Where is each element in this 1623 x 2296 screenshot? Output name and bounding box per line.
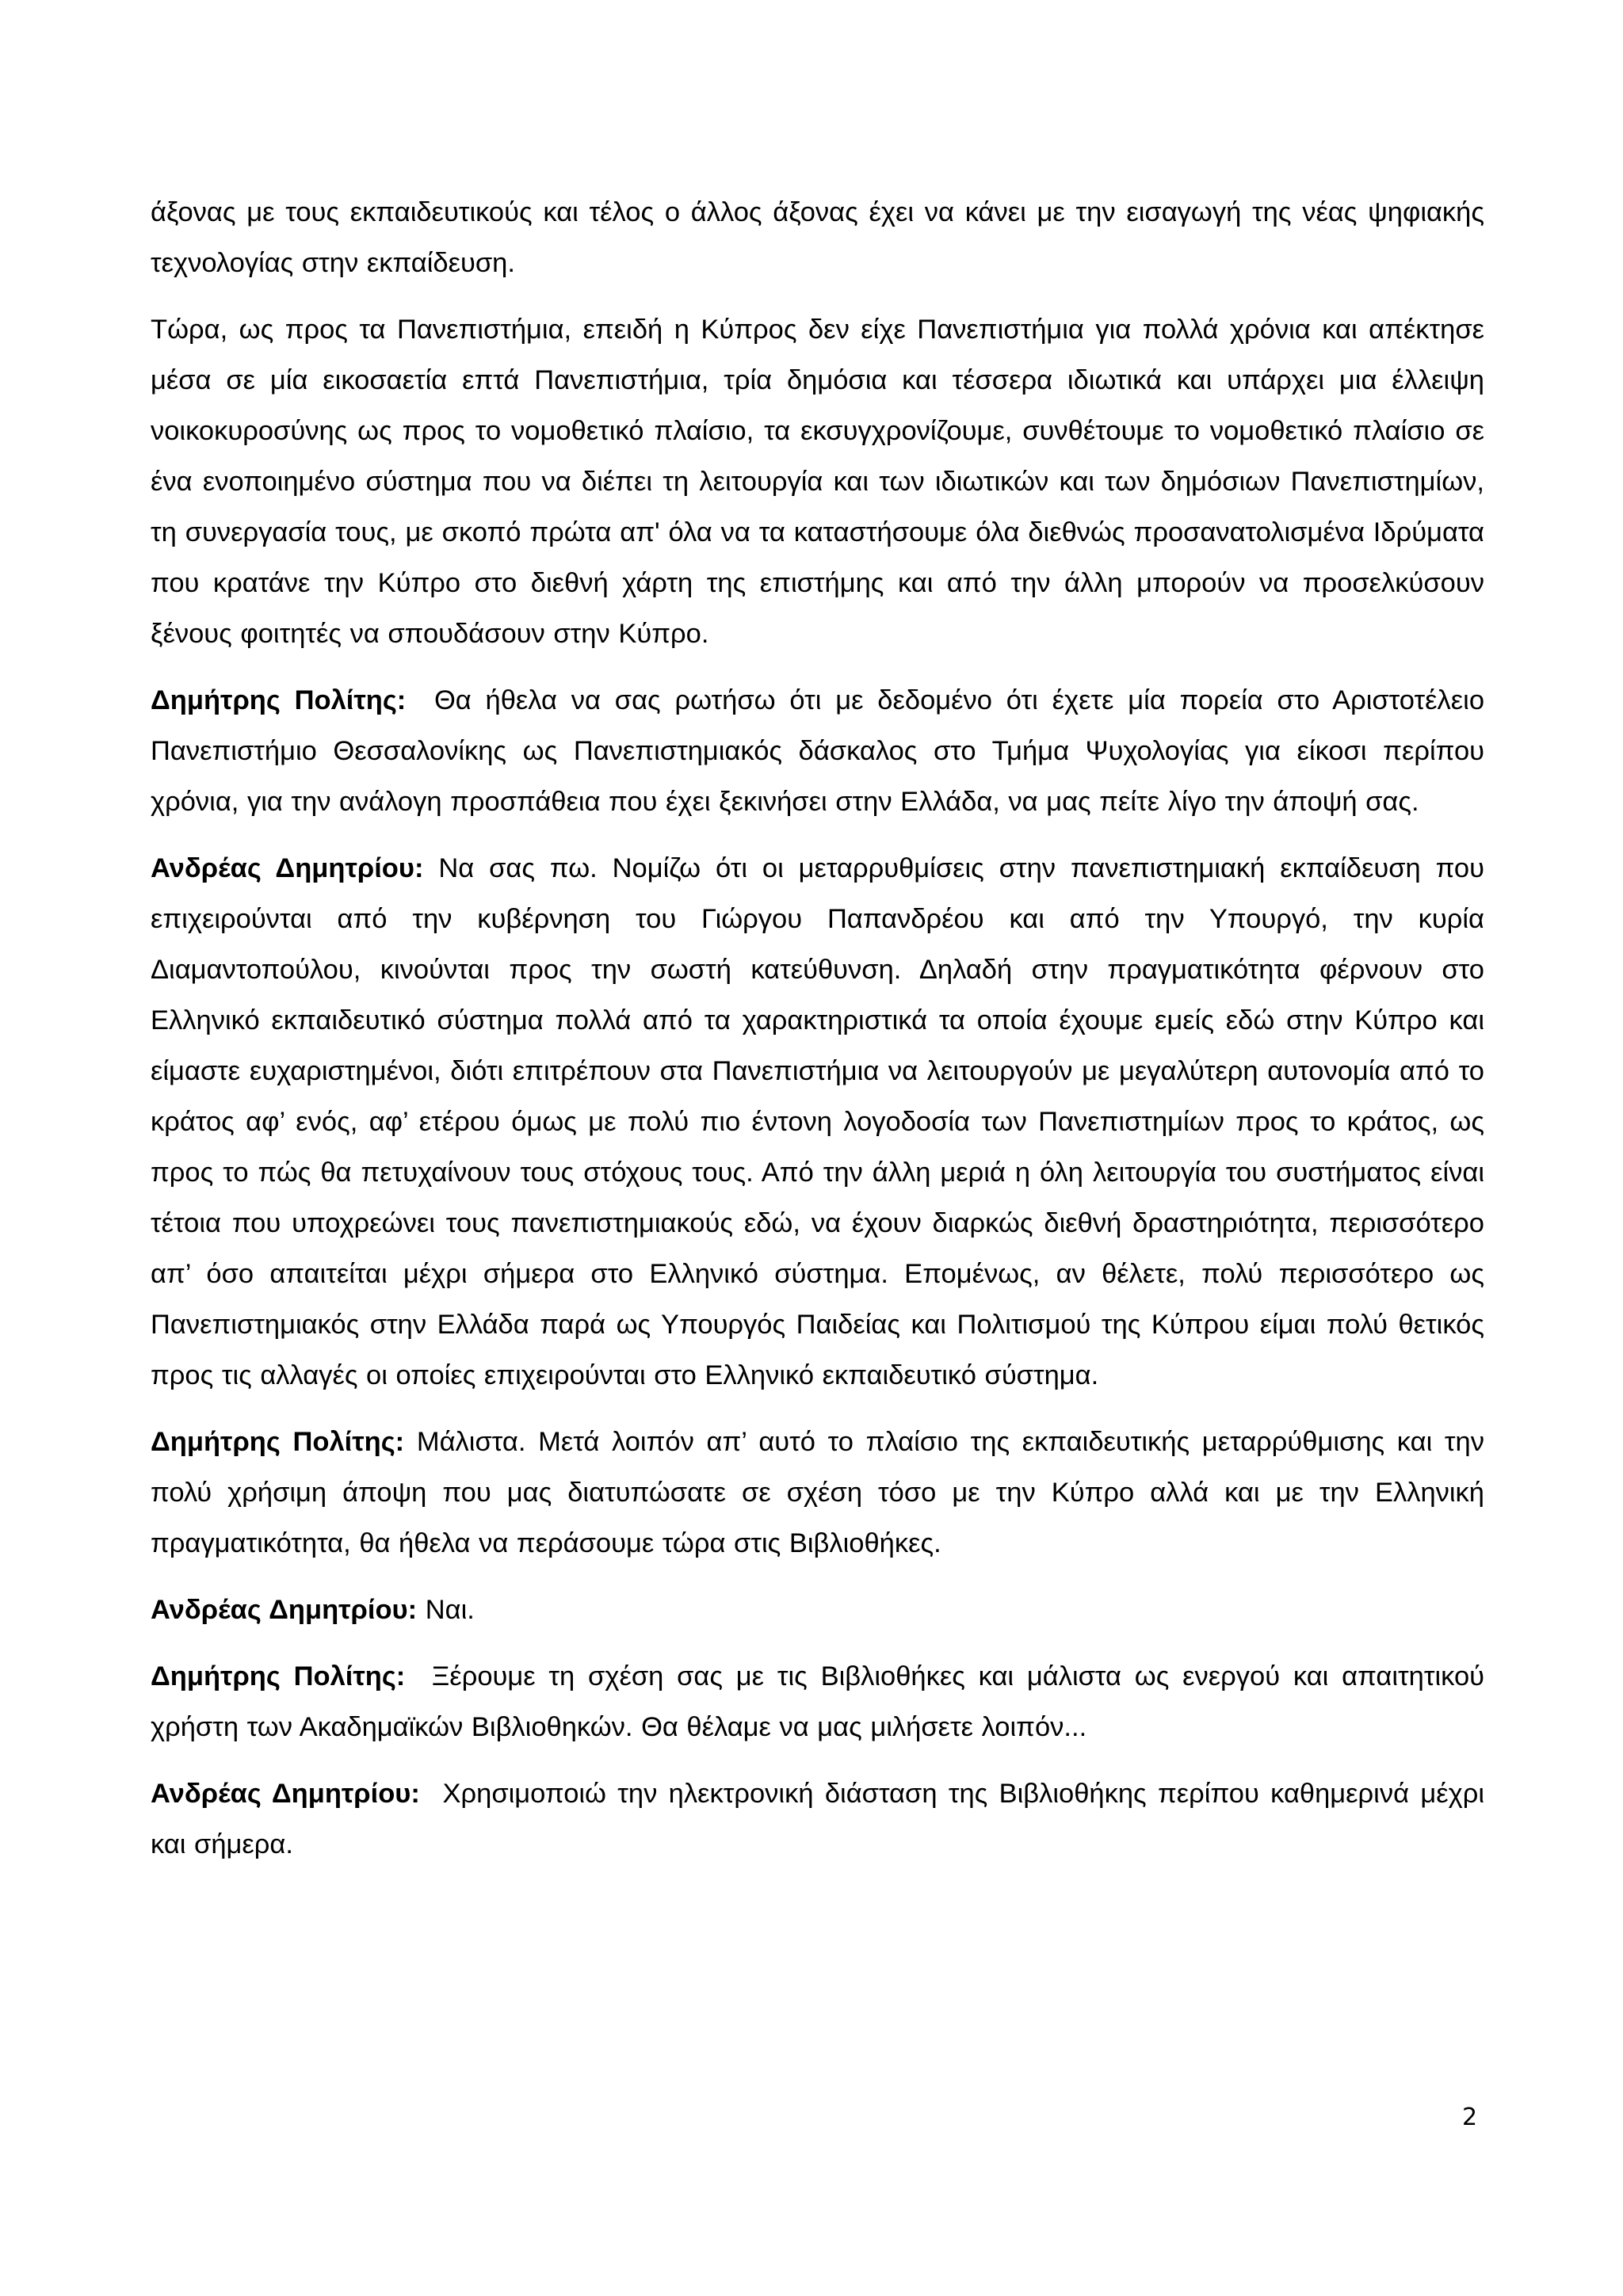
speaker-name: Ανδρέας Δημητρίου:: [151, 1595, 418, 1625]
paragraph: [151, 675, 1484, 827]
paragraph: [151, 304, 1484, 659]
paragraph: [151, 843, 1484, 1401]
paragraph-text: Θα ήθελα να σας ρωτήσω ότι με δεδομένο ότι έχετε μία πορεία στο Αριστοτέλειο Πανεπιστήμιο Θεσσαλονίκης ως Πανεπιστημιακός δάσκαλος στο Τμήμα Ψυχολογίας για είκοσι περίπου χρόνια, για την ανάλογη προσπάθεια που έχει ξεκινήσει στην Ελλάδα, να μας πείτε λίγο την άποψή σας.: [151, 685, 1485, 817]
speaker-name: Ανδρέας Δημητρίου:: [151, 853, 424, 883]
paragraph: [151, 1651, 1484, 1753]
speaker-name: Δημήτρης Πολίτης:: [151, 1661, 406, 1691]
paragraph: [151, 1585, 1484, 1635]
paragraph-text: Τώρα, ως προς τα Πανεπιστήμια, επειδή η Κύπρος δεν είχε Πανεπιστήμια για πολλά χρόνια και απέκτησε μέσα σε μία εικοσαετία επτά Πανεπιστήμια, τρία δημόσια και τέσσερα ιδιωτικά και υπάρχει μια έλλειψη νοικοκυροσύνης ως προς το νομοθετικό πλαίσιο, τα εκσυγχρονίζουμε, συνθέτουμε το νομοθετικό πλαίσιο σε ένα ενοποιημένο σύστημα που να διέπει τη λειτουργία και των ιδιωτικών και των δημόσιων Πανεπιστημίων, τη συνεργασία τους, με σκοπό πρώτα απ' όλα να τα καταστήσουμε όλα διεθνώς προσανατολισμένα Ιδρύματα που κρατάνε την Κύπρο στο διεθνή χάρτη της επιστήμης και από την άλλη μπορούν να προσελκύσουν ξένους φοιτητές να σπουδάσουν στην Κύπρο.: [151, 315, 1484, 649]
paragraph-text: Ναι.: [425, 1595, 475, 1625]
document-page: [151, 187, 1484, 1886]
paragraph: [151, 187, 1484, 288]
paragraph-text: Ξέρουμε τη σχέση σας με τις Βιβλιοθήκες και μάλιστα ως ενεργού και απαιτητικού χρήστη των Ακαδημαϊκών Βιβλιοθηκών. Θα θέλαμε να μας μιλήσετε λοιπόν...: [151, 1661, 1484, 1742]
paragraph-text: Χρησιμοποιώ την ηλεκτρονική διάσταση της Βιβλιοθήκης περίπου καθημερινά μέχρι και σήμερα.: [151, 1779, 1485, 1859]
paragraph-text: άξονας με τους εκπαιδευτικούς και τέλος ο άλλος άξονας έχει να κάνει με την εισαγωγή της νέας ψηφιακής τεχνολογίας στην εκπαίδευση.: [151, 197, 1484, 278]
speaker-name: Δημήτρης Πολίτης:: [151, 685, 407, 715]
speaker-name: Ανδρέας Δημητρίου:: [151, 1779, 420, 1809]
paragraph: [151, 1768, 1484, 1870]
speaker-name: Δημήτρης Πολίτης:: [151, 1427, 405, 1457]
paragraph-text: Μάλιστα. Μετά λοιπόν απ’ αυτό το πλαίσιο της εκπαιδευτικής μεταρρύθμισης και την πολύ χρήσιμη άποψη που μας διατυπώσατε σε σχέση τόσο με την Κύπρο αλλά και με την Ελληνική πραγματικότητα, θα ήθελα να περάσουμε τώρα στις Βιβλιοθήκες.: [151, 1427, 1484, 1558]
page-number: 2: [1462, 2103, 1478, 2131]
paragraph: [151, 1417, 1484, 1569]
paragraph-text: Να σας πω. Νομίζω ότι οι μεταρρυθμίσεις στην πανεπιστημιακή εκπαίδευση που επιχειρούνται από την κυβέρνηση του Γιώργου Παπανδρέου και από την Υπουργό, την κυρία Διαμαντοπούλου, κινούνται προς την σωστή κατεύθυνση. Δηλαδή στην πραγματικότητα φέρνουν στο Ελληνικό εκπαιδευτικό σύστημα πολλά από τα χαρακτηριστικά τα οποία έχουμε εμείς εδώ στην Κύπρο και είμαστε ευχαριστημένοι, διότι επιτρέπουν στα Πανεπιστήμια να λειτουργούν με μεγαλύτερη αυτονομία από το κράτος αφ’ ενός, αφ’ ετέρου όμως με πολύ πιο έντονη λογοδοσία των Πανεπιστημίων προς το κράτος, ως προς το πώς θα πετυχαίνουν τους στόχους τους. Από την άλλη μεριά η όλη λειτουργία του συστήματος είναι τέτοια που υποχρεώνει τους πανεπιστημιακούς εδώ, να έχουν διαρκώς διεθνή δραστηριότητα, περισσότερο απ’ όσο απαιτείται μέχρι σήμερα στο Ελληνικό σύστημα. Επομένως, αν θέλετε, πολύ περισσότερο ως Πανεπιστημιακός στην Ελλάδα παρά ως Υπουργός Παιδείας και Πολιτισμού της Κύπρου είμαι πολύ θετικός προς τις αλλαγές οι οποίες επιχειρούνται στο Ελληνικό εκπαιδευτικό σύστημα.: [151, 853, 1484, 1390]
